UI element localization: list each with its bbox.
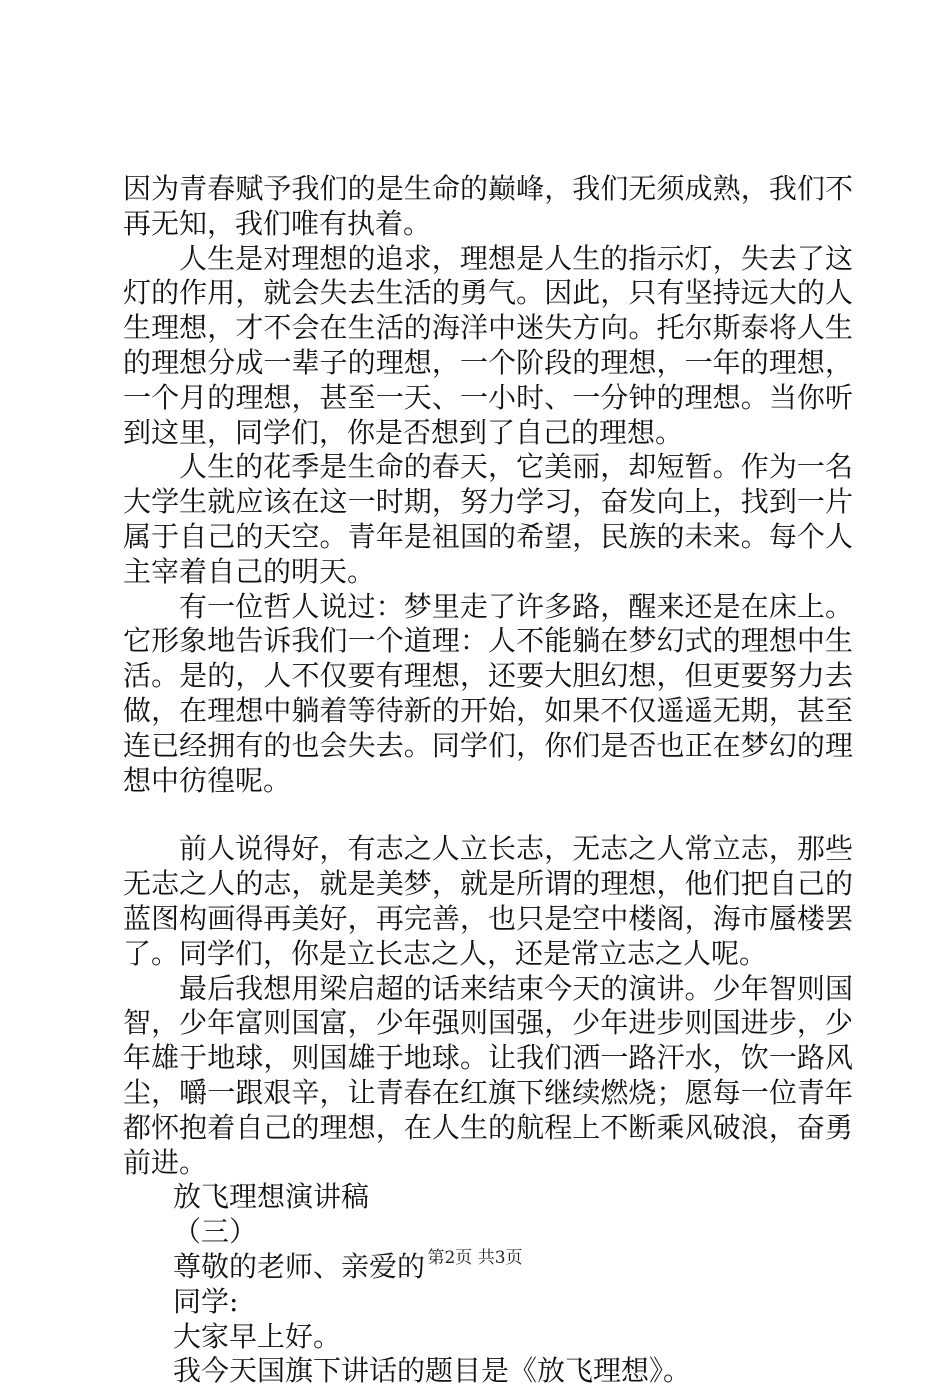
salutation-line-2: 同学:	[173, 1284, 239, 1318]
paragraph-5: 前人说得好，有志之人立长志，无志之人常立志，那些无志之人的志，就是美梦，就是所谓的理想，他们把自己的蓝图构画得再美好，再完善，也只是空中楼阁，海市蜃楼罢了。同学们，你是立长志之人，还是常立志之人呢。	[123, 832, 853, 970]
greeting-line: 大家早上好。	[173, 1319, 342, 1353]
page-footer: 第2页 共3页	[427, 1248, 523, 1268]
section-title: 放飞理想演讲稿	[173, 1180, 370, 1214]
paragraph-1: 因为青春赋予我们的是生命的巅峰，我们无须成熟，我们不再无知，我们唯有执着。	[123, 172, 853, 240]
paragraph-3: 人生的花季是生命的春天，它美丽，却短暂。作为一名大学生就应该在这一时期，努力学习，奋发向上，找到一片属于自己的天空。青年是祖国的希望，民族的未来。每个人主宰着自己的明天。	[123, 450, 853, 588]
paragraph-4: 有一位哲人说过：梦里走了许多路，醒来还是在床上。它形象地告诉我们一个道理：人不能躺在梦幻式的理想中生活。是的，人不仅要有理想，还要大胆幻想，但更要努力去做，在理想中躺着等待新的开始，如果不仅遥遥无期，甚至连已经拥有的也会失去。同学们，你们是否也正在梦幻的理想中彷徨呢。	[123, 589, 853, 797]
topic-line: 我今天国旗下讲话的题目是《放飞理想》。	[173, 1354, 692, 1388]
section-number: （三）	[173, 1215, 258, 1249]
paragraph-spacer	[123, 798, 853, 832]
document-body	[123, 172, 853, 1389]
paragraph-2: 人生是对理想的追求，理想是人生的指示灯，失去了这灯的作用，就会失去生活的勇气。因此，只有坚持远大的人生理想，才不会在生活的海洋中迷失方向。托尔斯泰将人生的理想分成一辈子的理想，一个阶段的理想，一年的理想，一个月的理想，甚至一天、一小时、一分钟的理想。当你听到这里，同学们，你是否想到了自己的理想。	[123, 241, 853, 449]
paragraph-6: 最后我想用梁启超的话来结束今天的演讲。少年智则国智，少年富则国富，少年强则国强，少年进步则国进步，少年雄于地球，则国雄于地球。让我们洒一路汗水，饮一路风尘，嚼一跟艰辛，让青春在红旗下继续燃烧；愿每一位青年都怀抱着自己的理想，在人生的航程上不断乘风破浪，奋勇前进。	[123, 971, 853, 1179]
salutation-line-1: 尊敬的老师、亲爱的	[173, 1249, 426, 1283]
